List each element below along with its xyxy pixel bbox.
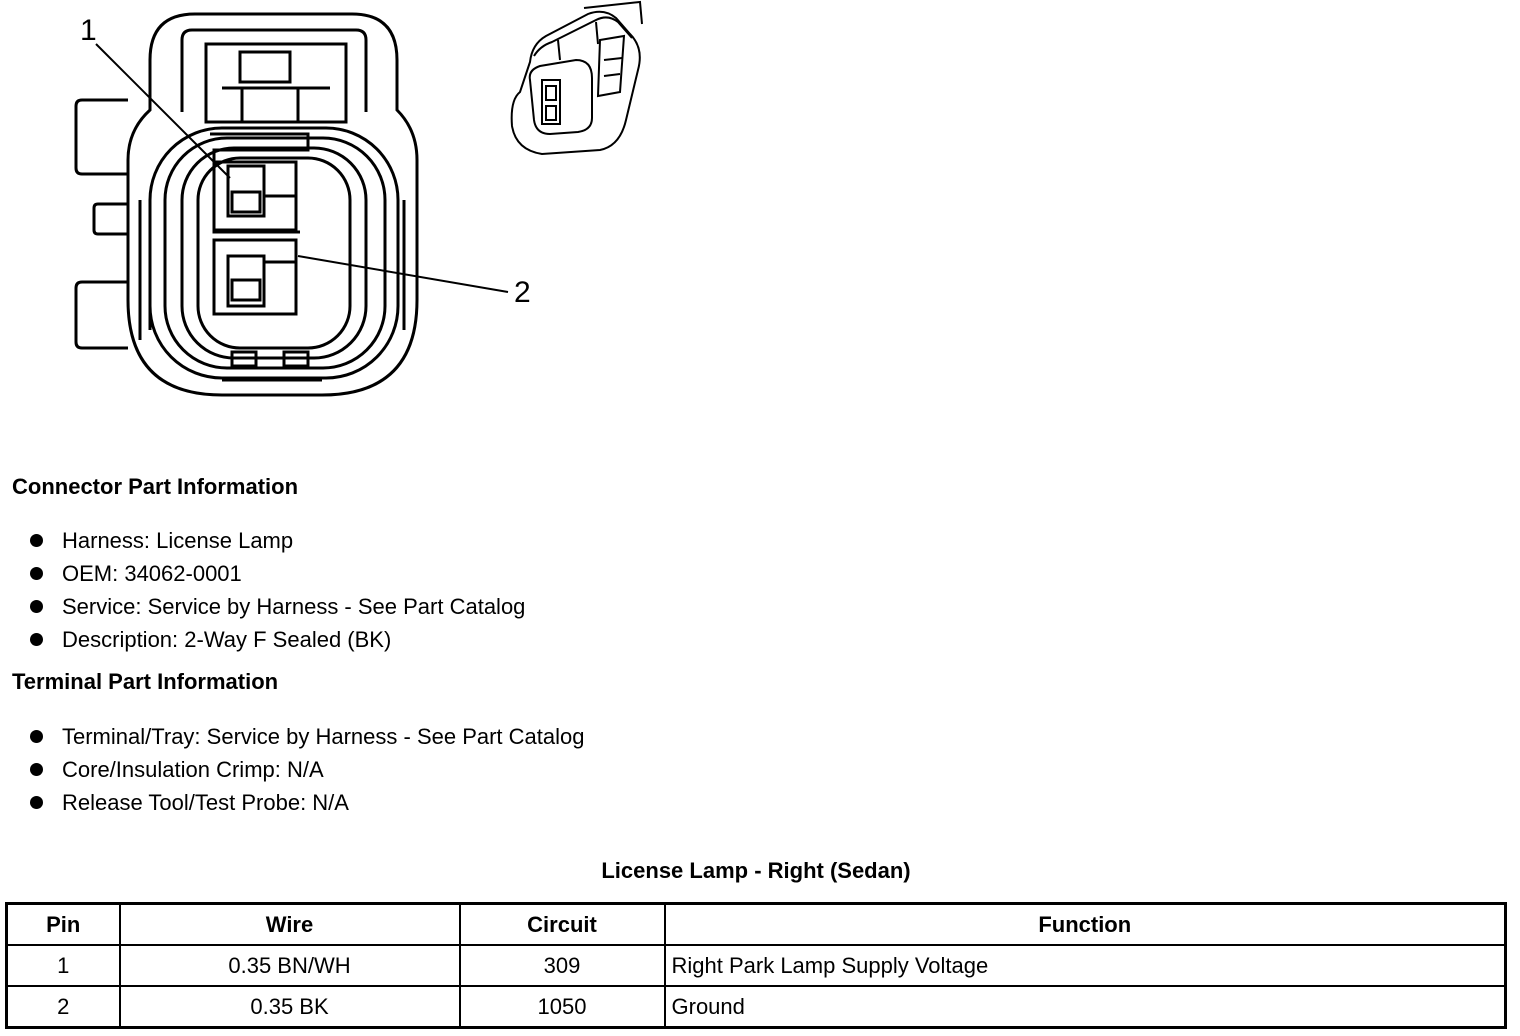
list-item xyxy=(28,786,585,819)
cell-pin: 2 xyxy=(7,986,120,1028)
list-item xyxy=(28,720,585,753)
bullet-icon xyxy=(30,730,43,743)
column-header-circuit: Circuit xyxy=(460,904,665,946)
connector-part-info-heading: Connector Part Information xyxy=(12,474,299,499)
bullet-icon xyxy=(30,763,43,776)
list-item xyxy=(28,590,525,623)
bullet-icon xyxy=(30,534,43,547)
callout-2: 2 xyxy=(514,276,531,309)
list-item-text: Release Tool/Test Probe: N/A xyxy=(62,790,349,815)
table-title: License Lamp - Right (Sedan) xyxy=(601,858,911,883)
table-row xyxy=(7,986,1506,1028)
callout-1: 1 xyxy=(80,14,97,47)
list-item-text: OEM: 34062-0001 xyxy=(62,561,242,586)
column-header-wire: Wire xyxy=(120,904,460,946)
terminal-part-info-list xyxy=(28,720,585,819)
cell-pin: 1 xyxy=(7,945,120,986)
bullet-icon xyxy=(30,567,43,580)
column-header-function: Function xyxy=(665,904,1506,946)
list-item xyxy=(28,623,525,656)
list-item-text: Description: 2-Way F Sealed (BK) xyxy=(62,627,392,652)
column-header-pin: Pin xyxy=(7,904,120,946)
list-item-text: Core/Insulation Crimp: N/A xyxy=(62,757,324,782)
bullet-icon xyxy=(30,796,43,809)
connector-isometric-thumbnail xyxy=(500,0,650,160)
table-row xyxy=(7,945,1506,986)
cell-wire: 0.35 BN/WH xyxy=(120,945,460,986)
bullet-icon xyxy=(30,600,43,613)
terminal-part-info-heading: Terminal Part Information xyxy=(12,669,279,694)
list-item-text: Terminal/Tray: Service by Harness - See Part Catalog xyxy=(62,724,585,749)
list-item xyxy=(28,753,585,786)
cell-wire: 0.35 BK xyxy=(120,986,460,1028)
cell-circuit: 1050 xyxy=(460,986,665,1028)
cell-circuit: 309 xyxy=(460,945,665,986)
connector-face-diagram xyxy=(0,0,560,420)
list-item-text: Harness: License Lamp xyxy=(62,528,294,553)
table-header-row xyxy=(7,904,1506,946)
cell-function: Right Park Lamp Supply Voltage xyxy=(665,945,1506,986)
bullet-icon xyxy=(30,633,43,646)
list-item xyxy=(28,557,525,590)
connector-part-info-list xyxy=(28,524,525,656)
cell-function: Ground xyxy=(665,986,1506,1028)
pinout-table xyxy=(5,902,1507,1029)
list-item xyxy=(28,524,525,557)
list-item-text: Service: Service by Harness - See Part Catalog xyxy=(62,594,526,619)
